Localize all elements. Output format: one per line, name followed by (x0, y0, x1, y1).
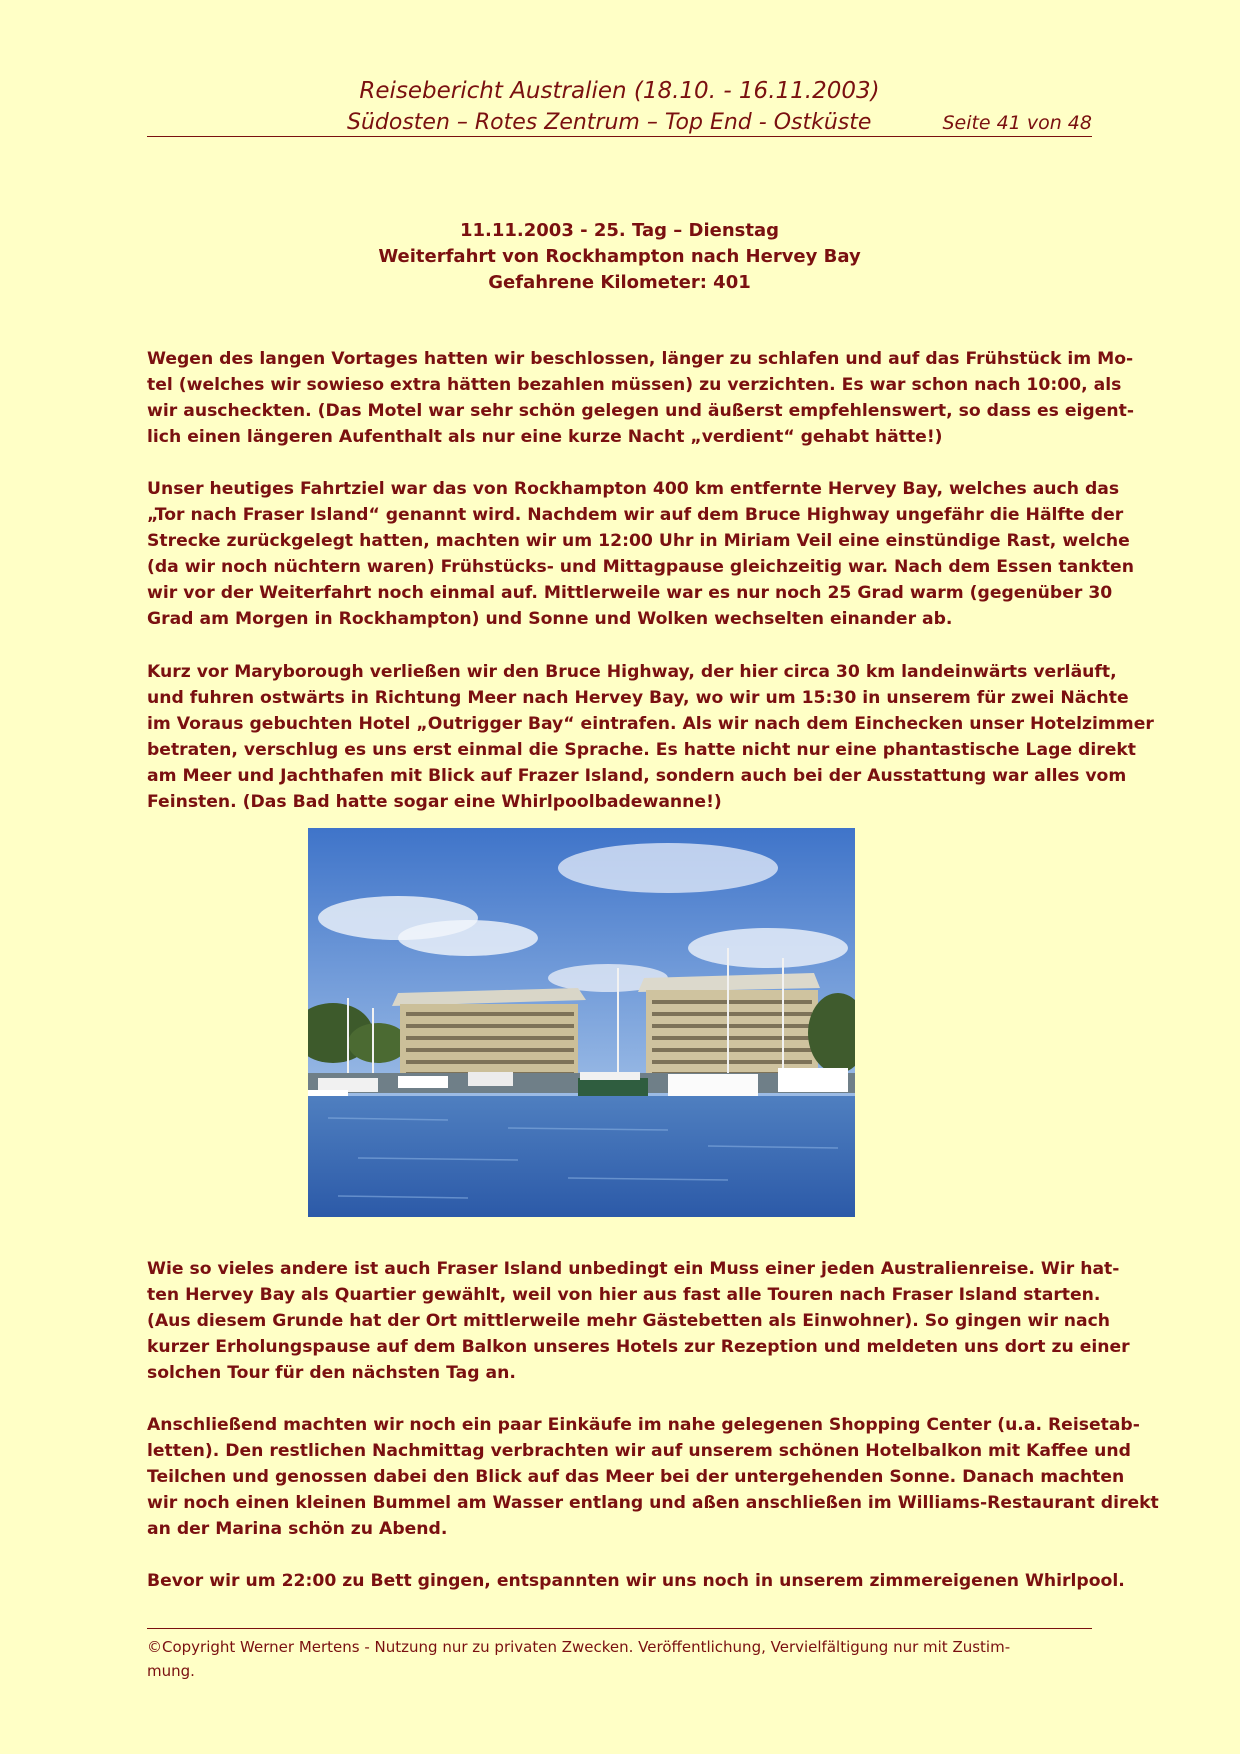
text-line: Unser heutiges Fahrtziel war das von Rockhampton 400 km entfernte Hervey Bay, welches auch das (147, 479, 1120, 499)
text-line: ten Hervey Bay als Quartier gewählt, weil von hier aus fast alle Touren nach Fraser Island starten. (147, 1285, 1101, 1305)
text-line: Strecke zurückgelegt hatten, machten wir um 12:00 Uhr in Miriam Veil eine einstündige Rast, welche (147, 531, 1130, 551)
day-km-line: Gefahrene Kilometer: 401 (488, 272, 751, 293)
hotel-marina-photo (308, 828, 855, 1217)
paragraph-2 (147, 476, 1134, 632)
copyright-line-continued: mung. (147, 1662, 195, 1680)
text-line: Teilchen und genossen dabei den Blick auf das Meer bei der untergehenden Sonne. Danach machten (147, 1467, 1125, 1487)
text-line: wir auscheckten. (Das Motel war sehr schön gelegen und äußerst empfehlenswert, so dass es eigent- (147, 401, 1134, 421)
text-line: im Voraus gebuchten Hotel „Outrigger Bay“ eintrafen. Als wir nach dem Einchecken unser Hotelzimmer (147, 714, 1154, 734)
day-route-line: Weiterfahrt von Rockhampton nach Hervey Bay (378, 246, 861, 267)
text-line: letten). Den restlichen Nachmittag verbrachten wir auf unserem schönen Hotelbalkon mit Kaffee und (147, 1441, 1131, 1461)
day-heading (147, 218, 1092, 296)
paragraph-4 (147, 1256, 1130, 1386)
text-line: wir noch einen kleinen Bummel am Wasser entlang und aßen anschließen im Williams-Restaurant direkt (147, 1493, 1159, 1513)
page-number: Seite 41 von 48 (942, 112, 1092, 134)
text-line: Wegen des langen Vortages hatten wir beschlossen, länger zu schlafen und auf das Frühstück im Mo- (147, 349, 1134, 369)
text-line: (da wir noch nüchtern waren) Frühstücks- und Mittagpause gleichzeitig war. Nach dem Essen tankten (147, 557, 1134, 577)
day-date-line: 11.11.2003 - 25. Tag – Dienstag (459, 220, 780, 241)
text-line: (Aus diesem Grunde hat der Ort mittlerweile mehr Gästebetten als Einwohner). So gingen wir nach (147, 1311, 1111, 1331)
text-line: betraten, verschlug es uns erst einmal die Sprache. Es hatte nicht nur eine phantastische Lage direkt (147, 740, 1137, 760)
text-line: am Meer und Jachthafen mit Blick auf Frazer Island, sondern auch bei der Ausstattung war alles vom (147, 766, 1127, 786)
text-line: lich einen längeren Aufenthalt als nur eine kurze Nacht „verdient“ gehabt hätte!) (147, 427, 943, 447)
paragraph-6 (147, 1568, 1125, 1594)
text-line: Anschließend machten wir noch ein paar Einkäufe im nahe gelegenen Shopping Center (u.a. Reisetab- (147, 1415, 1140, 1435)
text-line: Grad am Morgen in Rockhampton) und Sonne und Wolken wechselten einander ab. (147, 609, 953, 629)
text-line: kurzer Erholungspause auf dem Balkon unseres Hotels zur Rezeption und meldeten uns dort zu einer (147, 1337, 1130, 1357)
text-line: „Tor nach Fraser Island“ genannt wird. Nachdem wir auf dem Bruce Highway ungefähr die Hälfte der (147, 505, 1124, 525)
page-header (147, 72, 1092, 137)
copyright-footer (147, 1628, 1092, 1683)
text-line: tel (welches wir sowieso extra hätten bezahlen müssen) zu verzichten. Es war schon nach 10:00, als (147, 375, 1122, 395)
text-line: Wie so vieles andere ist auch Fraser Island unbedingt ein Muss einer jeden Australienreise. Wir hat- (147, 1259, 1120, 1279)
paragraph-1 (147, 346, 1134, 450)
text-line: Kurz vor Maryborough verließen wir den Bruce Highway, der hier circa 30 km landeinwärts verläuft, (147, 662, 1117, 682)
paragraph-3 (147, 659, 1154, 815)
text-line: wir vor der Weiterfahrt noch einmal auf. Mittlerweile war es nur noch 25 Grad warm (gegenüber 30 (147, 583, 1113, 603)
text-line: und fuhren ostwärts in Richtung Meer nach Hervey Bay, wo wir um 15:30 in unserem für zwei Nächte (147, 688, 1129, 708)
text-line: Feinsten. (Das Bad hatte sogar eine Whirlpoolbadewanne!) (147, 792, 722, 812)
copyright-line: ©Copyright Werner Mertens - Nutzung nur zu privaten Zwecken. Veröffentlichung, Vervielfältigung nur mit Zustim- (147, 1638, 1011, 1656)
report-subtitle: Südosten – Rotes Zentrum – Top End - Ostküste (347, 110, 872, 135)
text-line: an der Marina schön zu Abend. (147, 1519, 448, 1539)
text-line: Bevor wir um 22:00 zu Bett gingen, entspannten wir uns noch in unserem zimmereigenen Whirlpool. (147, 1571, 1125, 1591)
text-line: solchen Tour für den nächsten Tag an. (147, 1363, 516, 1383)
report-title: Reisebericht Australien (18.10. - 16.11.2003) (359, 78, 880, 104)
paragraph-5 (147, 1412, 1159, 1542)
